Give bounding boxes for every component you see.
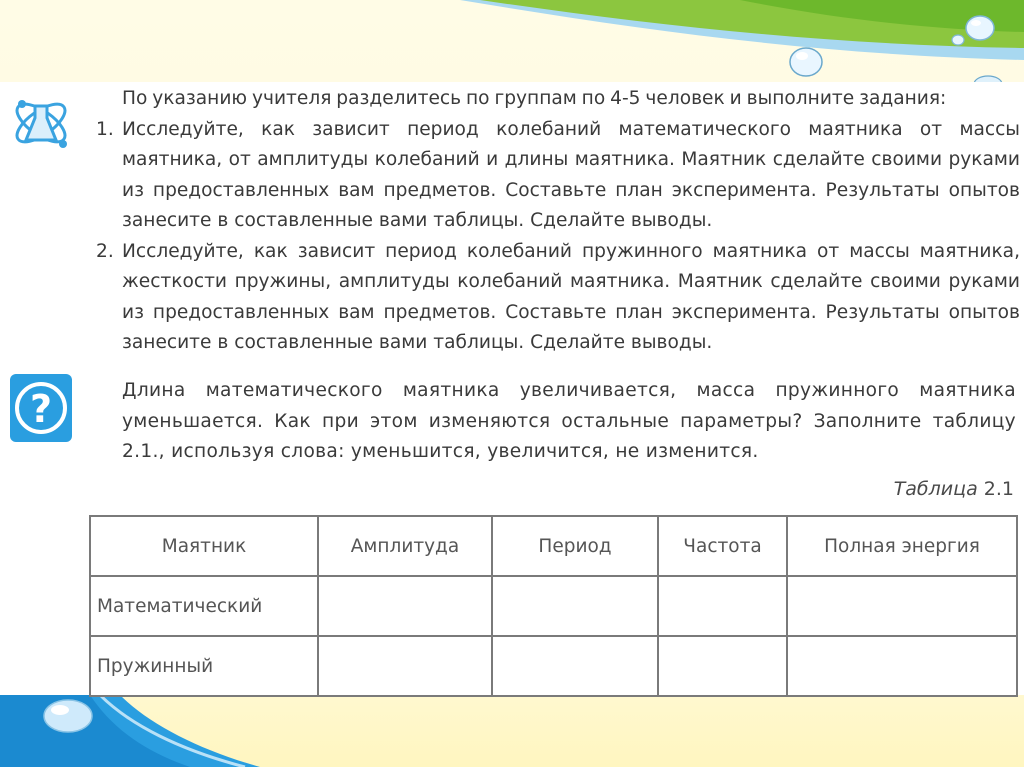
- table-cell: [492, 576, 658, 636]
- tasks-intro: По указанию учителя разделитесь по группам по 4-5 человек и выполните задания:: [122, 88, 947, 109]
- svg-text:?: ?: [29, 387, 53, 431]
- task-item: [96, 237, 1020, 359]
- table-row-label: Математический: [90, 576, 318, 636]
- table-header: Период: [492, 516, 658, 576]
- table-row: [90, 636, 1017, 696]
- table-caption: [894, 478, 1014, 500]
- tasks-block: [96, 84, 1020, 359]
- pendulum-table: [89, 515, 1018, 697]
- table-header-row: [90, 516, 1017, 576]
- table-cell: [318, 636, 492, 696]
- table-row: [90, 576, 1017, 636]
- water-drop-icon: [770, 40, 830, 86]
- table-cell: [318, 576, 492, 636]
- table-cell: [492, 636, 658, 696]
- question-mark-icon: [8, 372, 74, 444]
- task-text: Исследуйте, как зависит период колебаний пружинного маятника от массы маятника, жесткости пружины, амплитуды колебаний маятника. Маятник сделайте своими руками из предоставленных вам предметов. Составьте план эксперимента. Результаты опытов занесите в составленные вами таблицы. Сделайте выводы.: [122, 240, 1020, 353]
- top-swoosh-decoration: [440, 0, 1024, 90]
- table-header: Маятник: [90, 516, 318, 576]
- task-number: 1.: [96, 118, 114, 140]
- atom-flask-icon: [8, 92, 74, 154]
- table-cell: [658, 636, 787, 696]
- water-drop-icon: [28, 696, 98, 742]
- table-row-label: Пружинный: [90, 636, 318, 696]
- question-text: Длина математического маятника увеличивается, масса пружинного маятника уменьшается. Как при этом изменяются остальные параметры? Заполните таблицу 2.1., используя слова: уменьшится, увеличится, не изменится.: [122, 380, 1016, 462]
- table-header: Амплитуда: [318, 516, 492, 576]
- task-text: Исследуйте, как зависит период колебаний математического маятника от массы маятника, от амплитуды колебаний и длины маятника. Маятник сделайте своими руками из предоставленных вам предметов. Составьте план эксперимента. Результаты опытов занесите в составленные вами таблицы. Сделайте выводы.: [122, 118, 1020, 231]
- table-caption-label: Таблица: [893, 478, 978, 500]
- table-cell: [787, 636, 1017, 696]
- table-header: Полная энергия: [787, 516, 1017, 576]
- table-cell: [658, 576, 787, 636]
- table-cell: [787, 576, 1017, 636]
- task-item: [96, 115, 1020, 237]
- table-caption-number: 2.1: [983, 478, 1014, 500]
- water-drop-icon: [950, 10, 1000, 50]
- task-number: 2.: [96, 240, 114, 262]
- table-header: Частота: [658, 516, 787, 576]
